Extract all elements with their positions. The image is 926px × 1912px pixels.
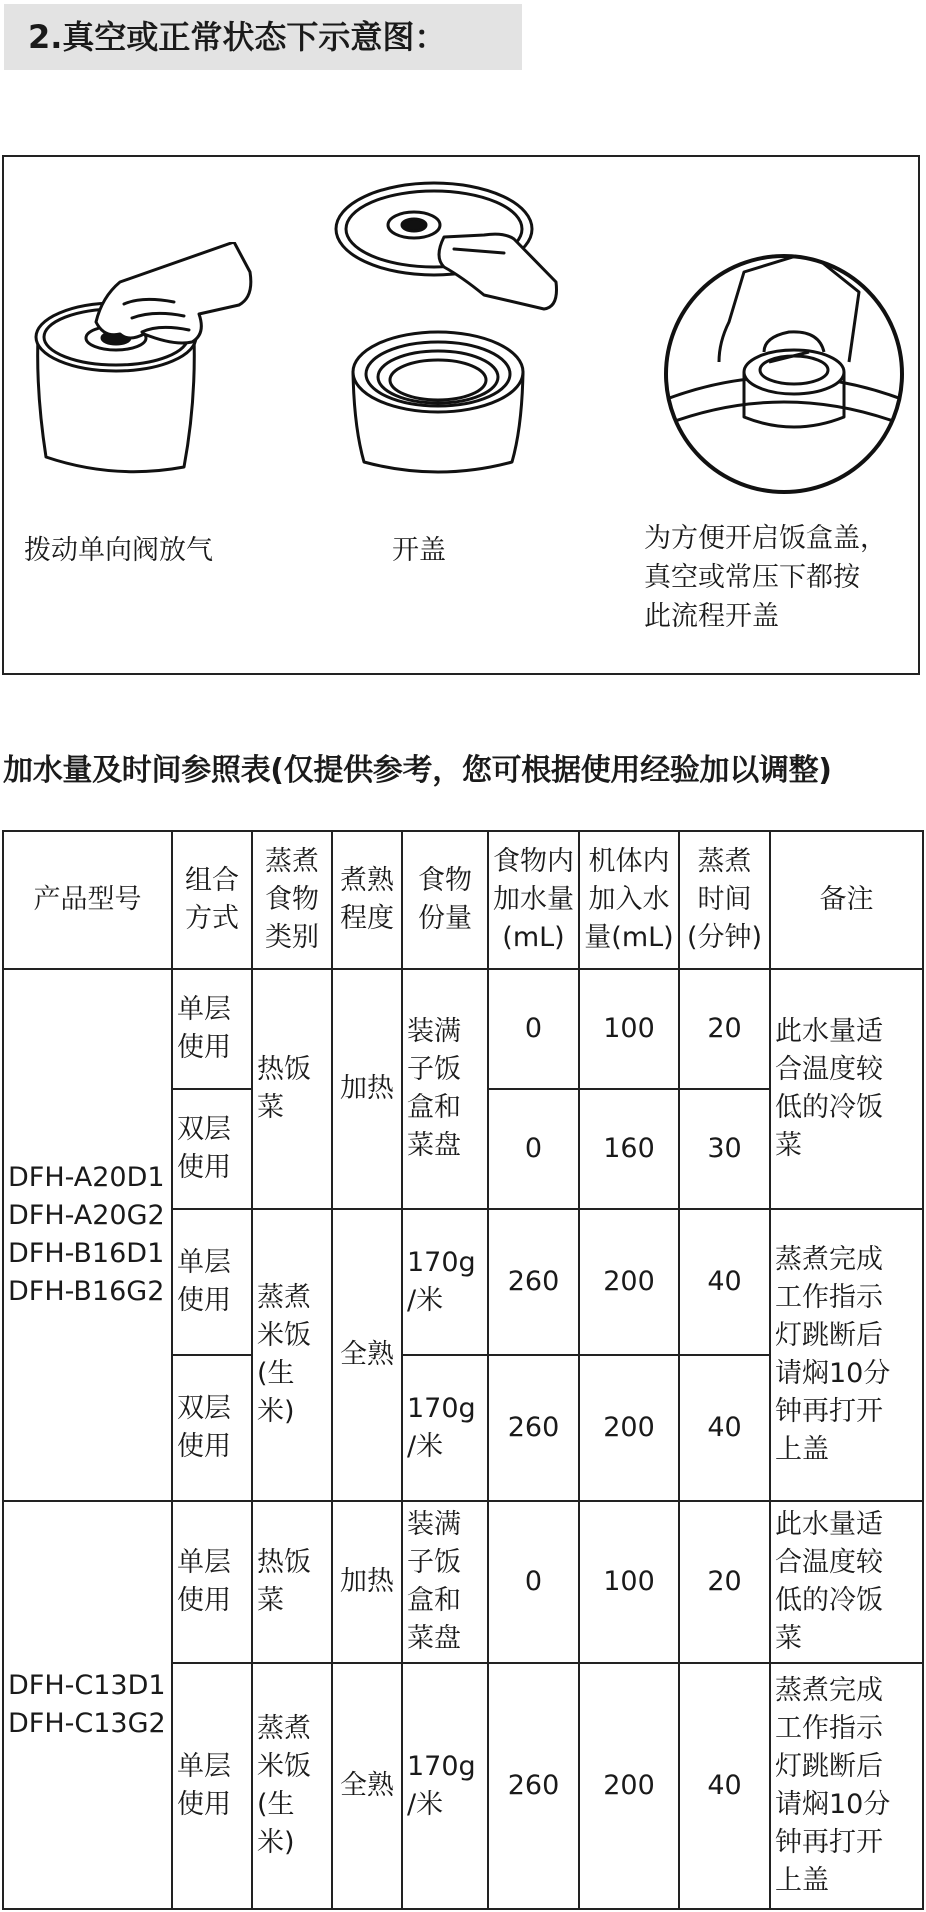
food-type-cell: 热饭 菜 — [252, 1501, 332, 1663]
time-cell: 40 — [679, 1209, 770, 1355]
food-type-cell: 热饭 菜 — [252, 969, 332, 1209]
hand-open-lid-figure — [334, 177, 564, 477]
valve-closeup-figure — [659, 252, 909, 497]
doneness-cell: 全熟 — [332, 1209, 402, 1501]
combo-cell: 单层 使用 — [172, 1501, 252, 1663]
water-time-reference-table — [2, 830, 924, 1910]
time-cell: 20 — [679, 969, 770, 1089]
caption-note — [644, 519, 887, 636]
water-food-cell: 0 — [488, 969, 579, 1089]
table-header-row — [3, 831, 923, 969]
water-food-cell: 0 — [488, 1501, 579, 1663]
portion-cell: 装满 子饭 盒和 菜盘 — [402, 969, 488, 1209]
note-cell: 蒸煮完成 工作指示 灯跳断后 请焖10分 钟再打开 上盖 — [770, 1663, 923, 1909]
water-food-cell: 0 — [488, 1089, 579, 1209]
water-body-cell: 200 — [579, 1355, 679, 1501]
doneness-cell: 加热 — [332, 969, 402, 1209]
time-cell: 20 — [679, 1501, 770, 1663]
header-doneness: 煮熟 程度 — [332, 831, 402, 969]
model-cell: DFH-C13D1 DFH-C13G2 — [3, 1501, 172, 1909]
caption-note-line: 为方便开启饭盒盖， — [644, 523, 887, 554]
water-food-cell: 260 — [488, 1355, 579, 1501]
combo-cell: 单层 使用 — [172, 1209, 252, 1355]
caption-note-line: 真空或常压下都按 — [644, 562, 860, 593]
portion-cell: 装满 子饭 盒和 菜盘 — [402, 1501, 488, 1663]
header-notes: 备注 — [770, 831, 923, 969]
header-model: 产品型号 — [3, 831, 172, 969]
header-water-in-food: 食物内 加水量 (mL) — [488, 831, 579, 969]
water-body-cell: 200 — [579, 1209, 679, 1355]
caption-release-valve: 拨动单向阀放气 — [24, 535, 213, 566]
header-time: 蒸煮 时间 (分钟) — [679, 831, 770, 969]
portion-cell: 170g /米 — [402, 1355, 488, 1501]
time-cell: 40 — [679, 1355, 770, 1501]
combo-cell: 单层 使用 — [172, 969, 252, 1089]
combo-cell: 双层 使用 — [172, 1355, 252, 1501]
water-food-cell: 260 — [488, 1663, 579, 1909]
caption-note-line: 此流程开盖 — [644, 601, 779, 632]
header-portion: 食物 份量 — [402, 831, 488, 969]
table-title: 加水量及时间参照表(仅提供参考，您可根据使用经验加以调整) — [3, 753, 832, 788]
water-body-cell: 200 — [579, 1663, 679, 1909]
diagram-panel — [2, 155, 920, 675]
water-food-cell: 260 — [488, 1209, 579, 1355]
water-body-cell: 100 — [579, 969, 679, 1089]
doneness-cell: 加热 — [332, 1501, 402, 1663]
water-body-cell: 100 — [579, 1501, 679, 1663]
combo-cell: 双层 使用 — [172, 1089, 252, 1209]
food-type-cell: 蒸煮 米饭 (生米) — [252, 1663, 332, 1909]
doneness-cell: 全熟 — [332, 1663, 402, 1909]
header-food-type: 蒸煮 食物 类别 — [252, 831, 332, 969]
note-cell: 此水量适 合温度较 低的冷饭 菜 — [770, 969, 923, 1209]
portion-cell: 170g /米 — [402, 1209, 488, 1355]
note-cell: 蒸煮完成 工作指示 灯跳断后 请焖10分 钟再打开 上盖 — [770, 1209, 923, 1501]
table-row — [3, 969, 923, 1089]
caption-open-lid: 开盖 — [392, 535, 446, 566]
water-body-cell: 160 — [579, 1089, 679, 1209]
model-cell: DFH-A20D1 DFH-A20G2 DFH-B16D1 DFH-B16G2 — [3, 969, 172, 1501]
note-cell: 此水量适 合温度较 低的冷饭 菜 — [770, 1501, 923, 1663]
table-row — [3, 1501, 923, 1663]
hand-release-valve-figure — [24, 242, 284, 482]
header-water-in-body: 机体内 加入水 量(mL) — [579, 831, 679, 969]
food-type-cell: 蒸煮 米饭 (生米) — [252, 1209, 332, 1501]
time-cell: 40 — [679, 1663, 770, 1909]
time-cell: 30 — [679, 1089, 770, 1209]
header-combo: 组合 方式 — [172, 831, 252, 969]
combo-cell: 单层 使用 — [172, 1663, 252, 1909]
section-title: 2.真空或正常状态下示意图： — [4, 4, 522, 70]
portion-cell: 170g /米 — [402, 1663, 488, 1909]
